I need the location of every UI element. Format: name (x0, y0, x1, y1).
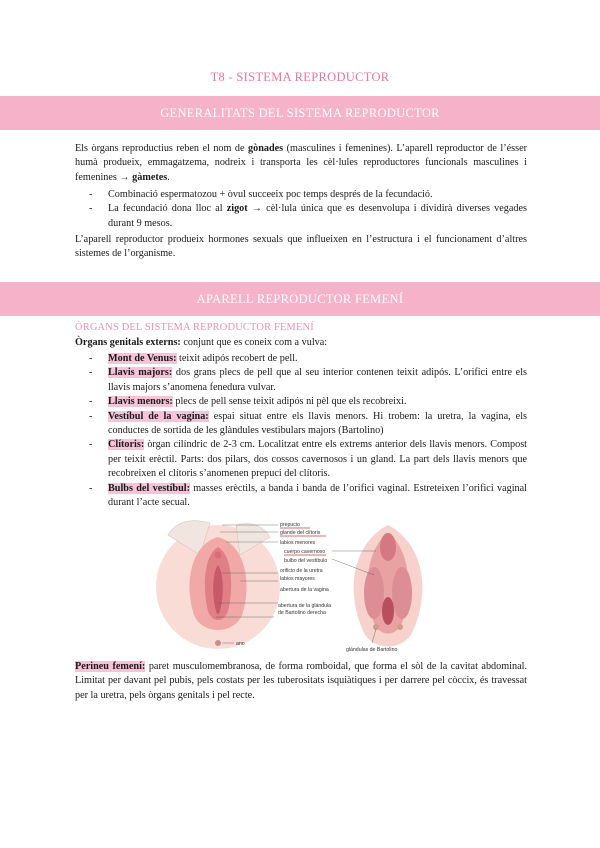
section-banner-generalitats: GENERALITATS DEL SISTEMA REPRODUCTOR (0, 96, 600, 130)
intro-text-3: . (167, 171, 170, 183)
dash-bullet-icon: - (89, 482, 93, 494)
dash-bullet-icon: - (89, 439, 93, 451)
term-highlight: Llavis menors: (108, 396, 173, 408)
external-organs-desc: conjunt que es coneix com a vulva: (180, 337, 328, 348)
dash-bullet-icon: - (89, 410, 93, 422)
section-banner-femeni: APARELL REPRODUCTOR FEMENÍ (0, 282, 600, 316)
label-abertura-vagina: abertura de la vagina (280, 587, 329, 593)
list-item (75, 202, 527, 231)
label-ano: ano (236, 641, 245, 647)
label-glandulas: glándulas de Bartolino (346, 647, 398, 653)
intro-paragraph (75, 142, 527, 185)
term-highlight: Llavis majors: (108, 367, 173, 379)
vulva-anatomy-figure (150, 515, 450, 657)
list-item-text: → cèl·lula única que es desenvolupa i dividirà diverses vegades durant 9 mesos. (108, 203, 527, 229)
dash-bullet-icon: - (89, 203, 93, 215)
dash-bullet-icon: - (89, 353, 93, 364)
external-view-illustration (156, 521, 280, 649)
list-item (75, 352, 527, 366)
list-item (75, 410, 527, 439)
dash-bullet-icon: - (89, 189, 93, 200)
term-highlight: Clítoris: (108, 439, 145, 451)
term-desc: teixit adipós recobert de pell. (176, 353, 298, 364)
list-item (75, 482, 527, 511)
list-item (75, 438, 527, 481)
dash-bullet-icon: - (89, 367, 93, 379)
term-desc: dos grans plecs de pell que al seu interior contenen teixit adipós. L’orifici entre els llavis majors s’anomena fenedura vulvar. (108, 367, 527, 393)
label-orificio-uretra: orificio de la uretra (280, 568, 323, 574)
arrow-icon: → (119, 171, 130, 183)
perineum-desc: paret musculomembranosa, de forma romboidal, que forma el sòl de la cavitat abdominal. Limitat per davant pel pubis, pels costats per les tuberositats isquiàtiques i per darrere pel còccix, és travessat per la uretra, pels òrgans genitals i pel recte. (75, 661, 527, 701)
page-title: T8 - SISTEMA REPRODUCTOR (210, 70, 390, 84)
intro-term-gametes: gàmetes (132, 171, 168, 183)
label-bartolino-derecha: de Bartolino derecha (278, 610, 326, 616)
external-organs-list (75, 352, 527, 510)
subsection-heading: ÒRGANS DEL SISTEMA REPRODUCTOR FEMENÍ (75, 322, 314, 333)
term-zigot: zigot (226, 203, 248, 215)
perineum-paragraph (75, 660, 527, 703)
label-bulbo: bulbo del vestíbulo (284, 558, 328, 564)
label-cuerpo-cavernoso: cuerpo cavernoso (284, 549, 326, 555)
list-item-text: Combinació espermatozou + òvul succeeix poc temps després de la fecundació. (108, 189, 433, 200)
label-labios-menores: labios menores (280, 540, 316, 546)
list-item-text: La fecundació dona lloc al (108, 203, 227, 215)
list-item (75, 188, 527, 202)
term-desc: espai situat entre els llavis menors. Hi trobem: la uretra, la vagina, els conductes de sortida de les glàndules vestibulars majors (Bartolino) (108, 410, 528, 437)
label-glande: glande del clítoris (280, 530, 321, 536)
generalitats-list (75, 188, 527, 231)
closing-paragraph: L’aparell reproductor produeix hormones sexuals que influeixen en l’estructura i el funcionament d’altres sistemes de l’organisme. (75, 234, 527, 260)
term-highlight: Vestíbul de la vagina: (108, 410, 209, 422)
internal-view-illustration (354, 525, 423, 647)
dash-bullet-icon: - (89, 396, 93, 408)
term-highlight: Perineu femení: (75, 661, 146, 672)
external-organs-intro (75, 336, 527, 350)
list-item (75, 366, 527, 395)
intro-text-1: Els òrgans reproductius reben el nom de (75, 143, 249, 154)
term-external-organs: Òrgans genitals externs: (75, 337, 181, 348)
label-prepucio: prepucio (280, 522, 300, 528)
label-abertura-glandula: abertura de la glándula (278, 603, 332, 609)
intro-term-gonades: gònades (248, 143, 284, 154)
term-highlight: Mont de Venus: (108, 353, 177, 364)
label-labios-mayores: labios mayores (280, 576, 315, 582)
list-item (75, 395, 527, 409)
term-desc: òrgan cilíndric de 2-3 cm. Localitzat entre els extrems anterior dels llavis menors. Compost per teixit erèctil. Parts: dos pilars, dos cossos cavernosos i un gland. La part dels llavis menors que recobreixen el clítoris s’anomenen prepuci del clítoris. (108, 439, 527, 480)
term-desc: plecs de pell sense teixit adipós ni pèl que els recobreixi. (172, 396, 407, 408)
intro-text-2: (masculines i femenines). L’aparell reproductor de l’ésser humà produeix, emmagatzema, nodreix i transporta les cèl·lules reproductores funcionals masculines i femenines (75, 143, 527, 183)
term-desc: masses erèctils, a banda i banda de l’orifici vaginal. Estreteixen l’orifici vaginal durant l’acte secual. (108, 482, 527, 509)
term-highlight: Bulbs del vestíbul: (108, 482, 190, 494)
